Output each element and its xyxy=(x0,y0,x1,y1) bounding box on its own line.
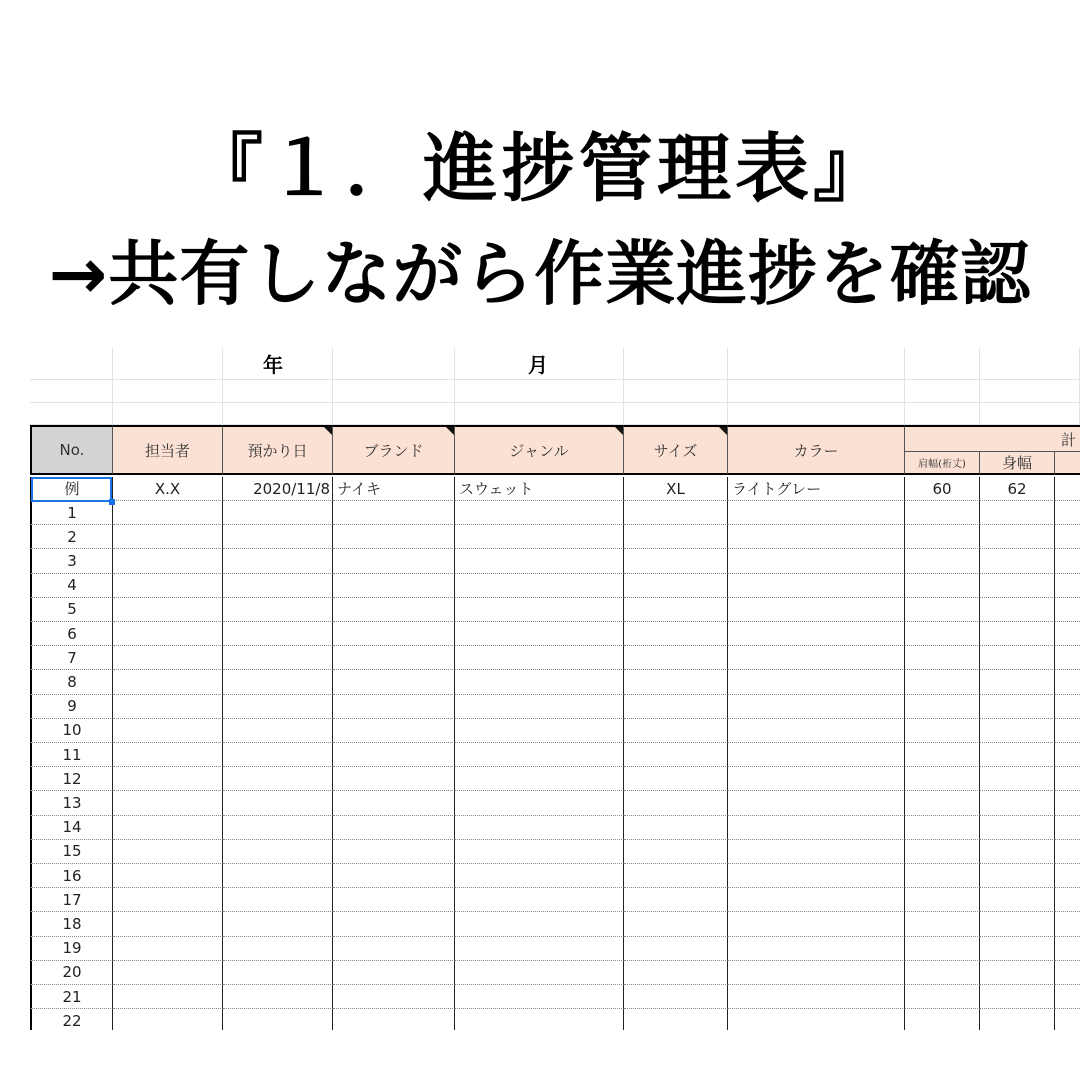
comment-indicator-icon xyxy=(719,427,727,435)
row-number[interactable]: 16 xyxy=(30,864,113,888)
example-azukaribi[interactable]: 2020/11/8 xyxy=(223,477,333,501)
sheet-cell[interactable] xyxy=(624,743,728,767)
header-cell[interactable] xyxy=(1055,452,1080,475)
row-number[interactable]: 22 xyxy=(30,1009,113,1030)
sheet-cell[interactable] xyxy=(333,791,455,815)
table-row xyxy=(30,840,1080,864)
sheet-cell[interactable] xyxy=(905,743,980,767)
sheet-cell[interactable] xyxy=(113,598,223,622)
table-row xyxy=(30,864,1080,888)
header-shoulder[interactable]: 肩幅(裄丈) xyxy=(905,452,980,475)
sheet-cell[interactable] xyxy=(728,767,905,791)
sheet-cell[interactable] xyxy=(728,816,905,840)
sheet-cell[interactable] xyxy=(728,549,905,573)
sheet-cell[interactable] xyxy=(624,525,728,549)
row-number[interactable]: 19 xyxy=(30,937,113,961)
sheet-cell[interactable] xyxy=(1055,525,1080,549)
sheet-cell[interactable] xyxy=(624,791,728,815)
sheet-cell[interactable] xyxy=(624,961,728,985)
sheet-cell[interactable] xyxy=(624,864,728,888)
sheet-cell[interactable] xyxy=(1055,816,1080,840)
sheet-cell[interactable] xyxy=(624,888,728,912)
sheet-cell[interactable] xyxy=(728,525,905,549)
sheet-cell[interactable] xyxy=(113,816,223,840)
sheet-cell[interactable] xyxy=(113,937,223,961)
sheet-cell[interactable] xyxy=(333,985,455,1009)
sheet-cell[interactable] xyxy=(455,622,624,646)
sheet-cell[interactable] xyxy=(980,598,1055,622)
header-azukaribi[interactable] xyxy=(223,425,333,475)
header-genre[interactable] xyxy=(455,425,624,475)
sheet-cell[interactable] xyxy=(624,622,728,646)
sheet-cell[interactable] xyxy=(980,767,1055,791)
sheet-cell[interactable] xyxy=(333,622,455,646)
sheet-cell[interactable] xyxy=(980,525,1055,549)
sheet-cell[interactable] xyxy=(728,646,905,670)
sheet-cell[interactable] xyxy=(624,646,728,670)
row-number[interactable]: 21 xyxy=(30,985,113,1009)
sheet-cell[interactable] xyxy=(624,574,728,598)
header-tantousha-label: 担当者 xyxy=(144,441,190,460)
row-number[interactable]: 4 xyxy=(30,574,113,598)
sheet-cell[interactable] xyxy=(113,646,223,670)
sheet-cell[interactable] xyxy=(980,1009,1055,1030)
sheet-cell[interactable] xyxy=(728,985,905,1009)
sheet-cell[interactable] xyxy=(1055,622,1080,646)
sheet-cell[interactable] xyxy=(113,549,223,573)
table-row xyxy=(30,549,1080,573)
sheet-cell[interactable] xyxy=(1055,598,1080,622)
sheet-cell[interactable] xyxy=(905,598,980,622)
table-row xyxy=(30,719,1080,743)
sheet-cell[interactable] xyxy=(223,646,333,670)
sheet-cell[interactable] xyxy=(113,961,223,985)
sheet-cell[interactable] xyxy=(455,719,624,743)
month-value-cell[interactable] xyxy=(624,348,728,380)
sheet-cell[interactable] xyxy=(905,888,980,912)
row-number[interactable]: 11 xyxy=(30,743,113,767)
sheet-cell[interactable] xyxy=(333,525,455,549)
sheet-cell[interactable] xyxy=(980,670,1055,694)
sheet-cell[interactable] xyxy=(333,840,455,864)
row-number[interactable]: 18 xyxy=(30,912,113,936)
sheet-cell[interactable] xyxy=(905,985,980,1009)
sheet-cell[interactable] xyxy=(455,743,624,767)
sheet-cell[interactable] xyxy=(728,840,905,864)
table-row xyxy=(30,937,1080,961)
sheet-cell[interactable] xyxy=(624,840,728,864)
sheet-cell[interactable] xyxy=(30,348,113,380)
sheet-cell[interactable] xyxy=(1055,791,1080,815)
sheet-cell[interactable] xyxy=(455,574,624,598)
spreadsheet xyxy=(30,348,1080,1030)
sheet-cell[interactable] xyxy=(1055,937,1080,961)
sheet-cell[interactable] xyxy=(455,864,624,888)
table-row xyxy=(30,985,1080,1009)
sheet-cell[interactable] xyxy=(624,501,728,525)
sheet-cell[interactable] xyxy=(728,912,905,936)
row-number[interactable]: 8 xyxy=(30,670,113,694)
sheet-cell[interactable] xyxy=(333,598,455,622)
sheet-cell[interactable] xyxy=(624,937,728,961)
sheet-cell[interactable] xyxy=(333,743,455,767)
sheet-cell[interactable] xyxy=(624,1009,728,1030)
sheet-cell[interactable] xyxy=(223,695,333,719)
table-row xyxy=(30,622,1080,646)
sheet-cell[interactable] xyxy=(905,961,980,985)
sheet-cell[interactable] xyxy=(113,840,223,864)
example-brand[interactable]: ナイキ xyxy=(333,477,455,501)
row-number[interactable]: 7 xyxy=(30,646,113,670)
sheet-cell[interactable] xyxy=(333,937,455,961)
header-measure-group[interactable]: 計 xyxy=(905,425,1080,452)
sheet-cell[interactable] xyxy=(1055,1009,1080,1030)
row-number[interactable]: 15 xyxy=(30,840,113,864)
sheet-cell[interactable] xyxy=(728,598,905,622)
sheet-cell[interactable] xyxy=(223,1009,333,1030)
sheet-cell[interactable] xyxy=(905,348,980,380)
sheet-cell[interactable] xyxy=(113,501,223,525)
table-row xyxy=(30,912,1080,936)
sheet-cell[interactable] xyxy=(223,767,333,791)
year-month-row xyxy=(30,348,1080,380)
sheet-cell[interactable] xyxy=(1055,477,1080,501)
sheet-cell[interactable] xyxy=(223,743,333,767)
row-number[interactable]: 1 xyxy=(30,501,113,525)
table-row xyxy=(30,961,1080,985)
sheet-cell[interactable] xyxy=(113,912,223,936)
sheet-cell[interactable] xyxy=(1055,743,1080,767)
sheet-cell[interactable] xyxy=(223,670,333,694)
sheet-cell[interactable] xyxy=(455,695,624,719)
sheet-cell[interactable] xyxy=(905,937,980,961)
sheet-cell[interactable] xyxy=(1055,719,1080,743)
comment-indicator-icon xyxy=(615,427,623,435)
sheet-cell[interactable] xyxy=(455,985,624,1009)
table-row xyxy=(30,670,1080,694)
example-color[interactable]: ライトグレー xyxy=(728,477,905,501)
table-row xyxy=(30,646,1080,670)
sheet-cell[interactable] xyxy=(905,670,980,694)
sheet-cell[interactable] xyxy=(455,888,624,912)
header-color[interactable] xyxy=(728,425,905,475)
sheet-cell[interactable] xyxy=(980,549,1055,573)
blank-row xyxy=(30,403,1080,425)
sheet-cell[interactable] xyxy=(223,912,333,936)
sheet-cell[interactable] xyxy=(455,961,624,985)
table-row xyxy=(30,574,1080,598)
sheet-cell[interactable] xyxy=(455,1009,624,1030)
sheet-cell[interactable] xyxy=(980,816,1055,840)
row-number[interactable]: 10 xyxy=(30,719,113,743)
sheet-cell[interactable] xyxy=(113,670,223,694)
sheet-cell[interactable] xyxy=(624,695,728,719)
sheet-cell[interactable] xyxy=(223,549,333,573)
sheet-cell[interactable] xyxy=(333,549,455,573)
header-body-width[interactable]: 身幅 xyxy=(980,452,1055,475)
table-row xyxy=(30,888,1080,912)
row-number[interactable]: 9 xyxy=(30,695,113,719)
sheet-cell[interactable] xyxy=(333,816,455,840)
sheet-cell[interactable] xyxy=(905,912,980,936)
fill-handle[interactable] xyxy=(109,499,115,505)
sheet-cell[interactable] xyxy=(980,840,1055,864)
sheet-cell[interactable] xyxy=(728,743,905,767)
sheet-cell[interactable] xyxy=(333,719,455,743)
comment-indicator-icon xyxy=(324,427,332,435)
sheet-cell[interactable] xyxy=(455,791,624,815)
sheet-cell[interactable] xyxy=(728,937,905,961)
sheet-cell[interactable] xyxy=(1055,767,1080,791)
table-row xyxy=(30,767,1080,791)
sheet-cell[interactable] xyxy=(980,622,1055,646)
sheet-cell[interactable] xyxy=(113,695,223,719)
sheet-cell[interactable] xyxy=(223,816,333,840)
row-number[interactable]: 20 xyxy=(30,961,113,985)
sheet-cell[interactable] xyxy=(113,348,223,380)
sheet-cell[interactable] xyxy=(333,1009,455,1030)
sheet-cell[interactable] xyxy=(905,501,980,525)
sheet-cell[interactable] xyxy=(1055,501,1080,525)
sheet-cell[interactable] xyxy=(113,1009,223,1030)
row-number[interactable]: 13 xyxy=(30,791,113,815)
sheet-cell[interactable] xyxy=(113,574,223,598)
sheet-cell[interactable] xyxy=(980,791,1055,815)
sheet-cell[interactable] xyxy=(455,767,624,791)
row-number[interactable]: 3 xyxy=(30,549,113,573)
sheet-cell[interactable] xyxy=(455,501,624,525)
sheet-cell[interactable] xyxy=(455,549,624,573)
sheet-cell[interactable] xyxy=(455,670,624,694)
sheet-cell[interactable] xyxy=(905,840,980,864)
sheet-cell[interactable] xyxy=(223,598,333,622)
sheet-cell[interactable] xyxy=(333,670,455,694)
sheet-cell[interactable] xyxy=(728,961,905,985)
table-row xyxy=(30,743,1080,767)
sheet-cell[interactable] xyxy=(113,743,223,767)
sheet-cell[interactable] xyxy=(905,574,980,598)
sheet-cell[interactable] xyxy=(728,864,905,888)
sheet-cell[interactable] xyxy=(728,695,905,719)
sheet-cell[interactable] xyxy=(980,646,1055,670)
sheet-cell[interactable] xyxy=(980,743,1055,767)
sheet-cell[interactable] xyxy=(728,791,905,815)
sheet-cell[interactable] xyxy=(333,864,455,888)
sheet-cell[interactable] xyxy=(223,840,333,864)
sheet-cell[interactable] xyxy=(980,719,1055,743)
sheet-cell[interactable] xyxy=(1055,961,1080,985)
comment-indicator-icon xyxy=(446,427,454,435)
sheet-cell[interactable] xyxy=(223,719,333,743)
month-label[interactable]: 月 xyxy=(455,348,624,380)
header-tantousha[interactable] xyxy=(113,425,223,475)
sheet-cell[interactable] xyxy=(223,985,333,1009)
sheet-cell[interactable] xyxy=(905,791,980,815)
example-body-width[interactable]: 62 xyxy=(980,477,1055,501)
header-azukaribi-label: 預かり日 xyxy=(247,441,308,460)
example-row xyxy=(30,477,1080,501)
sheet-cell[interactable] xyxy=(333,574,455,598)
sheet-cell[interactable] xyxy=(728,670,905,694)
sheet-cell[interactable] xyxy=(223,791,333,815)
table-row xyxy=(30,695,1080,719)
sheet-cell[interactable] xyxy=(223,622,333,646)
sheet-cell[interactable] xyxy=(624,767,728,791)
sheet-cell[interactable] xyxy=(905,816,980,840)
table-row xyxy=(30,598,1080,622)
year-label[interactable]: 年 xyxy=(223,348,333,380)
sheet-cell[interactable] xyxy=(980,864,1055,888)
sheet-cell[interactable] xyxy=(905,695,980,719)
sheet-cell[interactable] xyxy=(1055,840,1080,864)
sheet-cell[interactable] xyxy=(333,888,455,912)
sheet-cell[interactable] xyxy=(333,646,455,670)
sheet-cell[interactable] xyxy=(728,622,905,646)
row-number[interactable]: 5 xyxy=(30,598,113,622)
year-value-cell[interactable] xyxy=(333,348,455,380)
sheet-cell[interactable] xyxy=(455,525,624,549)
sheet-cell[interactable] xyxy=(624,912,728,936)
blank-row xyxy=(30,380,1080,403)
title-line-1: 『１．進捗管理表』 xyxy=(189,126,891,212)
sheet-cell[interactable] xyxy=(455,912,624,936)
header-brand[interactable] xyxy=(333,425,455,475)
row-number[interactable]: 14 xyxy=(30,816,113,840)
example-no[interactable]: 例 xyxy=(30,477,113,501)
table-row xyxy=(30,501,1080,525)
sheet-cell[interactable] xyxy=(905,864,980,888)
sheet-cell[interactable] xyxy=(333,912,455,936)
sheet-cell[interactable] xyxy=(455,937,624,961)
sheet-cell[interactable] xyxy=(728,574,905,598)
sheet-cell[interactable] xyxy=(1055,695,1080,719)
sheet-cell[interactable] xyxy=(113,888,223,912)
sheet-cell[interactable] xyxy=(980,501,1055,525)
sheet-cell[interactable] xyxy=(980,695,1055,719)
sheet-cell[interactable] xyxy=(455,816,624,840)
sheet-cell[interactable] xyxy=(1055,670,1080,694)
sheet-cell[interactable] xyxy=(223,525,333,549)
sheet-cell[interactable] xyxy=(905,622,980,646)
header-brand-label: ブランド xyxy=(363,441,424,460)
sheet-cell[interactable] xyxy=(223,864,333,888)
row-number[interactable]: 6 xyxy=(30,622,113,646)
sheet-cell[interactable] xyxy=(980,985,1055,1009)
sheet-cell[interactable] xyxy=(1055,864,1080,888)
sheet-cell[interactable] xyxy=(1055,912,1080,936)
sheet-cell[interactable] xyxy=(223,574,333,598)
sheet-cell[interactable] xyxy=(113,767,223,791)
sheet-cell[interactable] xyxy=(728,1009,905,1030)
sheet-cell[interactable] xyxy=(905,646,980,670)
example-shoulder[interactable]: 60 xyxy=(905,477,980,501)
sheet-cell[interactable] xyxy=(333,501,455,525)
sheet-cell[interactable] xyxy=(728,348,905,380)
sheet-cell[interactable] xyxy=(624,719,728,743)
header-size-label: サイズ xyxy=(653,441,698,460)
table-row xyxy=(30,1009,1080,1030)
sheet-cell[interactable] xyxy=(905,719,980,743)
sheet-cell[interactable] xyxy=(624,985,728,1009)
header-genre-label: ジャンル xyxy=(509,441,569,460)
sheet-cell[interactable] xyxy=(455,840,624,864)
sheet-cell[interactable] xyxy=(333,961,455,985)
sheet-cell[interactable] xyxy=(455,646,624,670)
sheet-cell[interactable] xyxy=(113,622,223,646)
sheet-cell[interactable] xyxy=(455,598,624,622)
sheet-cell[interactable] xyxy=(624,549,728,573)
sheet-cell[interactable] xyxy=(113,985,223,1009)
sheet-cell[interactable] xyxy=(980,912,1055,936)
sheet-cell[interactable] xyxy=(905,1009,980,1030)
sheet-cell[interactable] xyxy=(223,501,333,525)
sheet-cell[interactable] xyxy=(980,888,1055,912)
sheet-cell[interactable] xyxy=(905,549,980,573)
sheet-cell[interactable] xyxy=(223,961,333,985)
sheet-cell[interactable] xyxy=(624,816,728,840)
sheet-cell[interactable] xyxy=(728,719,905,743)
sheet-cell[interactable] xyxy=(624,670,728,694)
table-row xyxy=(30,816,1080,840)
sheet-cell[interactable] xyxy=(1055,574,1080,598)
sheet-cell[interactable] xyxy=(980,961,1055,985)
header-row xyxy=(30,425,1080,475)
sheet-cell[interactable] xyxy=(905,767,980,791)
sheet-cell[interactable] xyxy=(728,888,905,912)
sheet-cell[interactable] xyxy=(113,525,223,549)
example-genre[interactable]: スウェット xyxy=(455,477,624,501)
sheet-cell[interactable] xyxy=(1055,549,1080,573)
sheet-cell[interactable] xyxy=(1055,646,1080,670)
sheet-cell[interactable] xyxy=(1055,985,1080,1009)
header-size[interactable] xyxy=(624,425,728,475)
example-tantousha[interactable]: X.X xyxy=(113,477,223,501)
sheet-cell[interactable] xyxy=(980,348,1080,380)
row-number[interactable]: 17 xyxy=(30,888,113,912)
sheet-cell[interactable] xyxy=(980,937,1055,961)
row-number[interactable]: 12 xyxy=(30,767,113,791)
sheet-cell[interactable] xyxy=(980,574,1055,598)
row-number[interactable]: 2 xyxy=(30,525,113,549)
sheet-cell[interactable] xyxy=(728,501,905,525)
sheet-cell[interactable] xyxy=(905,525,980,549)
table-row xyxy=(30,791,1080,815)
sheet-cell[interactable] xyxy=(223,937,333,961)
sheet-cell[interactable] xyxy=(624,598,728,622)
sheet-cell[interactable] xyxy=(333,695,455,719)
header-color-label: カラー xyxy=(793,441,839,460)
title-line-2: →共有しながら作業進捗を確認 xyxy=(48,233,1032,315)
sheet-cell[interactable] xyxy=(333,767,455,791)
example-size[interactable]: XL xyxy=(624,477,728,501)
sheet-cell[interactable] xyxy=(113,864,223,888)
header-no[interactable]: No. xyxy=(30,425,113,475)
table-row xyxy=(30,525,1080,549)
sheet-cell[interactable] xyxy=(113,719,223,743)
sheet-cell[interactable] xyxy=(1055,888,1080,912)
sheet-cell[interactable] xyxy=(223,888,333,912)
sheet-cell[interactable] xyxy=(113,791,223,815)
